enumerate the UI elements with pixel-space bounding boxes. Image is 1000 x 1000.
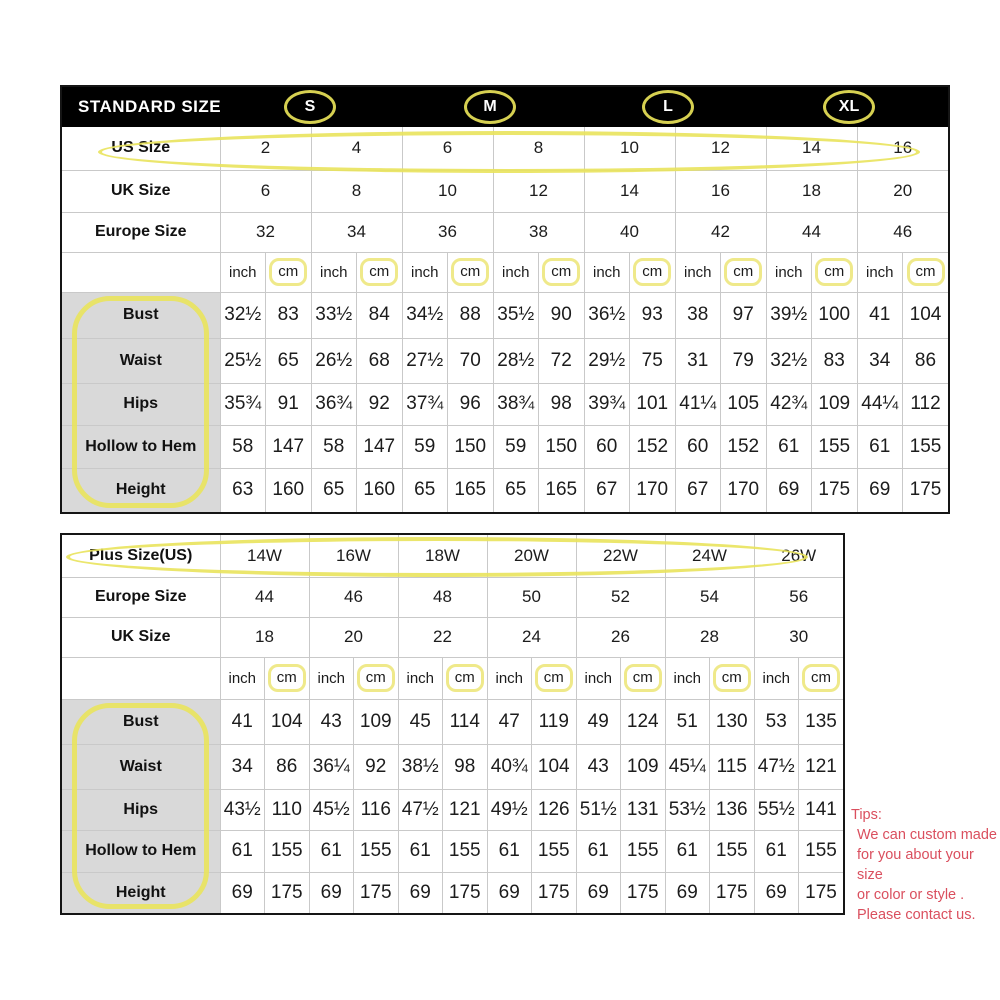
inch-label-cell: inch xyxy=(309,657,354,699)
measurement-cell: 126 xyxy=(532,789,577,830)
standard-size-header xyxy=(62,87,948,127)
measurement-cell: 155 xyxy=(812,425,858,468)
size-cell: 6 xyxy=(220,170,311,212)
measurement-cell: 160 xyxy=(266,468,312,512)
measurement-cell: 53 xyxy=(754,699,799,744)
row-label: UK Size xyxy=(62,617,220,657)
measurement-cell: 175 xyxy=(799,872,844,913)
measurement-cell: 43 xyxy=(309,699,354,744)
measurement-label: Waist xyxy=(62,744,220,789)
row-label: Europe Size xyxy=(62,577,220,617)
tips-line: We can custom made xyxy=(857,827,997,843)
size-cell: 12 xyxy=(675,127,766,170)
measurement-cell: 51½ xyxy=(576,789,621,830)
measurement-cell: 165 xyxy=(539,468,585,512)
measurement-cell: 104 xyxy=(532,744,577,789)
plus-size-grid xyxy=(62,535,843,913)
measurement-label: Height xyxy=(62,872,220,913)
cm-label-cell xyxy=(812,252,858,292)
size-cell: 14 xyxy=(584,170,675,212)
measurement-cell: 36¼ xyxy=(309,744,354,789)
cm-label-cell xyxy=(266,252,312,292)
cm-label-cell xyxy=(799,657,844,699)
tips-note xyxy=(851,805,1000,925)
cm-label-cell xyxy=(354,657,399,699)
measurement-cell: 170 xyxy=(630,468,676,512)
tips-line: Please contact us. xyxy=(857,907,976,923)
size-row xyxy=(62,577,843,617)
measurement-cell: 114 xyxy=(443,699,488,744)
measurement-cell: 27½ xyxy=(402,338,448,383)
inch-label-cell: inch xyxy=(311,252,357,292)
measurement-cell: 35¾ xyxy=(220,383,266,425)
inch-label-cell: inch xyxy=(754,657,799,699)
measurement-cell: 49½ xyxy=(487,789,532,830)
size-cell: 30 xyxy=(754,617,843,657)
measurement-cell: 59 xyxy=(493,425,539,468)
measurement-cell: 175 xyxy=(710,872,755,913)
measurement-cell: 155 xyxy=(621,830,666,872)
size-cell: 44 xyxy=(766,212,857,252)
standard-size-table xyxy=(60,85,950,514)
cm-highlight-box: cm xyxy=(269,258,307,286)
measurement-cell: 37¾ xyxy=(402,383,448,425)
size-cell: 22W xyxy=(576,535,665,577)
standard-size-title: STANDARD SIZE xyxy=(78,97,222,116)
measurement-cell: 65 xyxy=(493,468,539,512)
cm-label-cell xyxy=(710,657,755,699)
measurement-cell: 25½ xyxy=(220,338,266,383)
size-row xyxy=(62,170,948,212)
measurement-cell: 109 xyxy=(812,383,858,425)
measurement-cell: 36¾ xyxy=(311,383,357,425)
measurement-cell: 69 xyxy=(754,872,799,913)
measurement-cell: 59 xyxy=(402,425,448,468)
measurement-cell: 67 xyxy=(584,468,630,512)
measurement-cell: 31 xyxy=(675,338,721,383)
size-cell: 16 xyxy=(675,170,766,212)
measurement-cell: 41 xyxy=(857,292,903,338)
measurement-cell: 152 xyxy=(630,425,676,468)
size-group-xl-ellipse: XL xyxy=(823,90,875,124)
measurement-cell: 155 xyxy=(799,830,844,872)
measurement-cell: 79 xyxy=(721,338,767,383)
measurement-cell: 60 xyxy=(584,425,630,468)
measurement-cell: 155 xyxy=(532,830,577,872)
measurement-cell: 175 xyxy=(265,872,310,913)
unit-row-label xyxy=(62,252,220,292)
size-cell: 18 xyxy=(766,170,857,212)
measurement-cell: 26½ xyxy=(311,338,357,383)
size-cell: 40 xyxy=(584,212,675,252)
size-cell: 8 xyxy=(493,127,584,170)
measurement-row xyxy=(62,383,948,425)
measurement-cell: 96 xyxy=(448,383,494,425)
cm-label-cell xyxy=(532,657,577,699)
cm-highlight-box: cm xyxy=(360,258,398,286)
size-cell: 32 xyxy=(220,212,311,252)
measurement-label: Height xyxy=(62,468,220,512)
measurement-cell: 69 xyxy=(857,468,903,512)
measurement-cell: 45 xyxy=(398,699,443,744)
measurement-cell: 98 xyxy=(443,744,488,789)
measurement-cell: 135 xyxy=(799,699,844,744)
unit-row xyxy=(62,252,948,292)
measurement-cell: 60 xyxy=(675,425,721,468)
inch-label-cell: inch xyxy=(576,657,621,699)
size-cell: 56 xyxy=(754,577,843,617)
measurement-label: Bust xyxy=(62,292,220,338)
tips-line: or color or style . xyxy=(857,887,965,903)
cm-highlight-box: cm xyxy=(713,664,751,692)
cm-label-cell xyxy=(721,252,767,292)
measurement-cell: 40¾ xyxy=(487,744,532,789)
size-cell: 16W xyxy=(309,535,398,577)
measurement-cell: 32½ xyxy=(220,292,266,338)
measurement-cell: 61 xyxy=(766,425,812,468)
measurement-cell: 150 xyxy=(448,425,494,468)
size-cell: 28 xyxy=(665,617,754,657)
measurement-cell: 175 xyxy=(621,872,666,913)
measurement-cell: 75 xyxy=(630,338,676,383)
measurement-cell: 34 xyxy=(220,744,265,789)
measurement-cell: 47½ xyxy=(754,744,799,789)
size-cell: 14 xyxy=(766,127,857,170)
row-label: UK Size xyxy=(62,170,220,212)
measurement-cell: 92 xyxy=(354,744,399,789)
cm-highlight-box: cm xyxy=(802,664,840,692)
cm-label-cell xyxy=(539,252,585,292)
measurement-cell: 63 xyxy=(220,468,266,512)
measurement-cell: 130 xyxy=(710,699,755,744)
inch-label-cell: inch xyxy=(220,252,266,292)
measurement-cell: 131 xyxy=(621,789,666,830)
size-cell: 12 xyxy=(493,170,584,212)
size-cell: 16 xyxy=(857,127,948,170)
measurement-cell: 28½ xyxy=(493,338,539,383)
size-cell: 20 xyxy=(857,170,948,212)
measurement-label: Bust xyxy=(62,699,220,744)
measurement-cell: 109 xyxy=(621,744,666,789)
size-group-s-ellipse: S xyxy=(284,90,336,124)
measurement-cell: 45¼ xyxy=(665,744,710,789)
measurement-cell: 152 xyxy=(721,425,767,468)
size-cell: 26W xyxy=(754,535,843,577)
unit-row xyxy=(62,657,843,699)
size-cell: 54 xyxy=(665,577,754,617)
measurement-cell: 92 xyxy=(357,383,403,425)
measurement-cell: 121 xyxy=(443,789,488,830)
size-row xyxy=(62,535,843,577)
cm-highlight-box: cm xyxy=(624,664,662,692)
measurement-cell: 65 xyxy=(311,468,357,512)
measurement-cell: 47 xyxy=(487,699,532,744)
measurement-cell: 41¼ xyxy=(675,383,721,425)
size-cell: 6 xyxy=(402,127,493,170)
measurement-cell: 44¼ xyxy=(857,383,903,425)
measurement-cell: 110 xyxy=(265,789,310,830)
measurement-cell: 61 xyxy=(220,830,265,872)
measurement-cell: 98 xyxy=(539,383,585,425)
measurement-cell: 69 xyxy=(398,872,443,913)
measurement-cell: 150 xyxy=(539,425,585,468)
measurement-cell: 43½ xyxy=(220,789,265,830)
measurement-cell: 32½ xyxy=(766,338,812,383)
measurement-cell: 124 xyxy=(621,699,666,744)
cm-highlight-box: cm xyxy=(268,664,306,692)
measurement-cell: 90 xyxy=(539,292,585,338)
size-cell: 14W xyxy=(220,535,309,577)
measurement-cell: 155 xyxy=(443,830,488,872)
measurement-cell: 105 xyxy=(721,383,767,425)
measurement-cell: 38½ xyxy=(398,744,443,789)
inch-label-cell: inch xyxy=(220,657,265,699)
inch-label-cell: inch xyxy=(857,252,903,292)
measurement-cell: 116 xyxy=(354,789,399,830)
measurement-cell: 68 xyxy=(357,338,403,383)
measurement-cell: 43 xyxy=(576,744,621,789)
inch-label-cell: inch xyxy=(675,252,721,292)
measurement-cell: 91 xyxy=(266,383,312,425)
cm-label-cell xyxy=(443,657,488,699)
cm-highlight-box: cm xyxy=(446,664,484,692)
size-cell: 52 xyxy=(576,577,665,617)
measurement-cell: 39¾ xyxy=(584,383,630,425)
measurement-cell: 61 xyxy=(665,830,710,872)
size-cell: 2 xyxy=(220,127,311,170)
measurement-cell: 49 xyxy=(576,699,621,744)
measurement-cell: 70 xyxy=(448,338,494,383)
size-cell: 46 xyxy=(857,212,948,252)
measurement-cell: 93 xyxy=(630,292,676,338)
inch-label-cell: inch xyxy=(398,657,443,699)
measurement-cell: 65 xyxy=(266,338,312,383)
size-cell: 24 xyxy=(487,617,576,657)
standard-size-grid xyxy=(62,127,948,512)
measurement-cell: 100 xyxy=(812,292,858,338)
measurement-cell: 34½ xyxy=(402,292,448,338)
measurement-cell: 38 xyxy=(675,292,721,338)
unit-row-label xyxy=(62,657,220,699)
inch-label-cell: inch xyxy=(766,252,812,292)
measurement-cell: 147 xyxy=(266,425,312,468)
cm-highlight-box: cm xyxy=(907,258,945,286)
cm-label-cell xyxy=(265,657,310,699)
size-row xyxy=(62,617,843,657)
measurement-cell: 115 xyxy=(710,744,755,789)
measurement-cell: 170 xyxy=(721,468,767,512)
measurement-cell: 41 xyxy=(220,699,265,744)
measurement-cell: 69 xyxy=(309,872,354,913)
size-cell: 42 xyxy=(675,212,766,252)
measurement-cell: 61 xyxy=(309,830,354,872)
measurement-cell: 165 xyxy=(448,468,494,512)
measurement-cell: 141 xyxy=(799,789,844,830)
size-cell: 50 xyxy=(487,577,576,617)
measurement-row xyxy=(62,292,948,338)
cm-label-cell xyxy=(621,657,666,699)
measurement-cell: 69 xyxy=(576,872,621,913)
measurement-row xyxy=(62,872,843,913)
measurement-cell: 58 xyxy=(311,425,357,468)
size-cell: 36 xyxy=(402,212,493,252)
measurement-cell: 33½ xyxy=(311,292,357,338)
size-cell: 26 xyxy=(576,617,665,657)
measurement-cell: 83 xyxy=(266,292,312,338)
row-label: Europe Size xyxy=(62,212,220,252)
measurement-cell: 69 xyxy=(766,468,812,512)
measurement-cell: 160 xyxy=(357,468,403,512)
measurement-cell: 45½ xyxy=(309,789,354,830)
size-group-m-ellipse: M xyxy=(464,90,516,124)
measurement-cell: 38¾ xyxy=(493,383,539,425)
measurement-cell: 136 xyxy=(710,789,755,830)
tips-line: for you about your size xyxy=(857,847,974,883)
measurement-cell: 155 xyxy=(265,830,310,872)
measurement-cell: 104 xyxy=(265,699,310,744)
measurement-row xyxy=(62,699,843,744)
cm-highlight-box: cm xyxy=(724,258,762,286)
size-row xyxy=(62,127,948,170)
measurement-row xyxy=(62,830,843,872)
measurement-cell: 101 xyxy=(630,383,676,425)
measurement-cell: 58 xyxy=(220,425,266,468)
measurement-row xyxy=(62,789,843,830)
size-cell: 22 xyxy=(398,617,487,657)
measurement-label: Waist xyxy=(62,338,220,383)
inch-label-cell: inch xyxy=(665,657,710,699)
measurement-cell: 88 xyxy=(448,292,494,338)
measurement-cell: 42¾ xyxy=(766,383,812,425)
measurement-cell: 61 xyxy=(398,830,443,872)
measurement-cell: 67 xyxy=(675,468,721,512)
measurement-cell: 175 xyxy=(812,468,858,512)
size-cell: 44 xyxy=(220,577,309,617)
measurement-cell: 147 xyxy=(357,425,403,468)
size-cell: 18 xyxy=(220,617,309,657)
measurement-cell: 86 xyxy=(903,338,949,383)
cm-highlight-box: cm xyxy=(633,258,671,286)
size-cell: 20 xyxy=(309,617,398,657)
measurement-cell: 72 xyxy=(539,338,585,383)
measurement-label: Hips xyxy=(62,789,220,830)
plus-size-table xyxy=(60,533,845,915)
row-label: Plus Size(US) xyxy=(62,535,220,577)
measurement-label: Hollow to Hem xyxy=(62,830,220,872)
tips-title: Tips: xyxy=(851,807,882,823)
inch-label-cell: inch xyxy=(402,252,448,292)
measurement-cell: 175 xyxy=(903,468,949,512)
measurement-row xyxy=(62,338,948,383)
cm-label-cell xyxy=(357,252,403,292)
measurement-cell: 34 xyxy=(857,338,903,383)
measurement-cell: 155 xyxy=(710,830,755,872)
measurement-cell: 61 xyxy=(576,830,621,872)
measurement-row xyxy=(62,744,843,789)
cm-label-cell xyxy=(903,252,949,292)
size-cell: 4 xyxy=(311,127,402,170)
size-cell: 8 xyxy=(311,170,402,212)
measurement-cell: 104 xyxy=(903,292,949,338)
inch-label-cell: inch xyxy=(487,657,532,699)
measurement-cell: 35½ xyxy=(493,292,539,338)
size-cell: 10 xyxy=(402,170,493,212)
size-cell: 20W xyxy=(487,535,576,577)
size-cell: 38 xyxy=(493,212,584,252)
measurement-cell: 36½ xyxy=(584,292,630,338)
size-row xyxy=(62,212,948,252)
measurement-label: Hips xyxy=(62,383,220,425)
cm-highlight-box: cm xyxy=(535,664,573,692)
measurement-cell: 83 xyxy=(812,338,858,383)
measurement-cell: 119 xyxy=(532,699,577,744)
measurement-cell: 51 xyxy=(665,699,710,744)
measurement-cell: 175 xyxy=(354,872,399,913)
measurement-cell: 69 xyxy=(220,872,265,913)
measurement-cell: 112 xyxy=(903,383,949,425)
measurement-cell: 109 xyxy=(354,699,399,744)
inch-label-cell: inch xyxy=(493,252,539,292)
measurement-cell: 47½ xyxy=(398,789,443,830)
cm-highlight-box: cm xyxy=(542,258,580,286)
inch-label-cell: inch xyxy=(584,252,630,292)
measurement-cell: 61 xyxy=(754,830,799,872)
cm-label-cell xyxy=(448,252,494,292)
cm-label-cell xyxy=(630,252,676,292)
measurement-cell: 53½ xyxy=(665,789,710,830)
size-cell: 48 xyxy=(398,577,487,617)
measurement-cell: 69 xyxy=(487,872,532,913)
row-label: US Size xyxy=(62,127,220,170)
cm-highlight-box: cm xyxy=(357,664,395,692)
measurement-cell: 175 xyxy=(532,872,577,913)
size-cell: 10 xyxy=(584,127,675,170)
measurement-cell: 155 xyxy=(354,830,399,872)
measurement-cell: 97 xyxy=(721,292,767,338)
measurement-cell: 61 xyxy=(857,425,903,468)
measurement-cell: 65 xyxy=(402,468,448,512)
measurement-cell: 86 xyxy=(265,744,310,789)
size-cell: 18W xyxy=(398,535,487,577)
cm-highlight-box: cm xyxy=(451,258,489,286)
measurement-cell: 55½ xyxy=(754,789,799,830)
measurement-cell: 69 xyxy=(665,872,710,913)
measurement-cell: 61 xyxy=(487,830,532,872)
size-group-l-ellipse: L xyxy=(642,90,694,124)
measurement-cell: 175 xyxy=(443,872,488,913)
measurement-cell: 121 xyxy=(799,744,844,789)
size-cell: 34 xyxy=(311,212,402,252)
size-cell: 24W xyxy=(665,535,754,577)
measurement-label: Hollow to Hem xyxy=(62,425,220,468)
size-cell: 46 xyxy=(309,577,398,617)
cm-highlight-box: cm xyxy=(815,258,853,286)
measurement-cell: 29½ xyxy=(584,338,630,383)
measurement-cell: 84 xyxy=(357,292,403,338)
measurement-row xyxy=(62,468,948,512)
measurement-cell: 155 xyxy=(903,425,949,468)
measurement-row xyxy=(62,425,948,468)
measurement-cell: 39½ xyxy=(766,292,812,338)
